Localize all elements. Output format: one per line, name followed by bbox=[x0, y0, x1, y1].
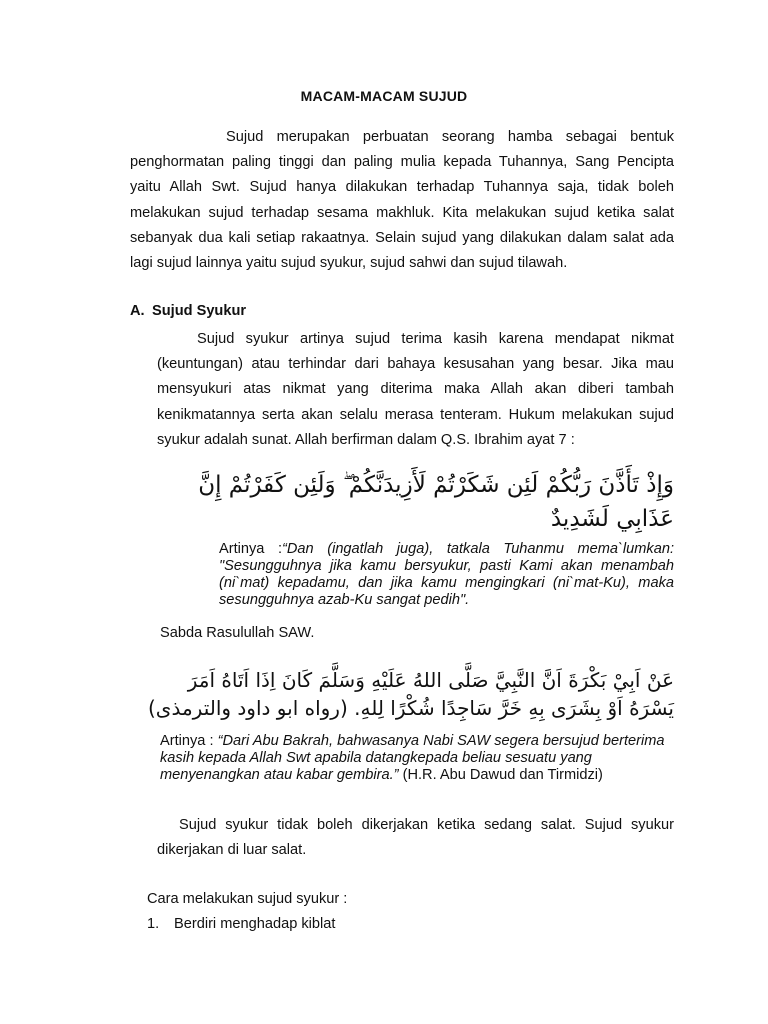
section-paragraph-2 bbox=[157, 813, 674, 863]
intro-text: Sujud merupakan perbuatan seorang hamba sebagai bentuk penghormatan paling tinggi dan paling mulia kepada Tuhannya, Sang Pencipta yaitu Allah Swt. Sujud hanya dilakukan terhadap Tuhannya saja, tidak boleh melakukan sujud terhadap sesama makhluk. Kita melakukan sujud ketika salat sebanyak dua kali setiap rakaatnya. Selain sujud yang dilakukan dalam salat ada lagi sujud lainnya yaitu sujud syukur, sujud sahwi dan sujud tilawah. bbox=[130, 129, 674, 272]
hadith-arabic: عَنْ اَبِيْ بَكْرَةَ اَنَّ النَّبِيَّ صَلَّى اللهُ عَلَيْهِ وَسَلَّمَ كَانَ اِذَا اَتَاهُ اَمَرَ يَسْرَهُ اَوْ بِشَرَى بِهِ خَرَّ سَاجِدًا شُكْرًا لِلهِ. (رواه ابو داود والترمذى) bbox=[148, 668, 674, 720]
verse-translation-text: “Dan (ingatlah juga), tatkala Tuhanmu mema`lumkan: "Sesungguhnya jika kamu bersyukur, pasti Kami akan menambah (ni`mat) kepadamu, dan jika kamu mengingkari (ni`mat-Ku), maka sesungguhnya azab-Ku sangat pedih". bbox=[219, 541, 674, 608]
quran-verse-arabic: وَإِذْ تَأَذَّنَ رَبُّكُمْ لَئِن شَكَرْتُمْ لَأَزِيدَنَّكُمْ ۖ وَلَئِن كَفَرْتُمْ إِنَّ عَذَابِي لَشَدِيدٌ bbox=[198, 472, 674, 532]
hadith-source: (H.R. Abu Dawud dan Tirmidzi) bbox=[402, 767, 603, 783]
list-item bbox=[147, 916, 335, 932]
hadith-translation-label: Artinya : bbox=[160, 733, 214, 749]
verse-translation-label: Artinya : bbox=[219, 541, 283, 557]
steps-title: Cara melakukan sujud syukur : bbox=[147, 891, 348, 907]
section-paragraph bbox=[157, 327, 674, 453]
sabda-line: Sabda Rasulullah SAW. bbox=[160, 625, 315, 641]
verse-translation bbox=[219, 541, 674, 609]
section-title: Sujud Syukur bbox=[152, 303, 247, 319]
intro-paragraph bbox=[130, 125, 674, 276]
section-heading bbox=[130, 303, 246, 319]
section-letter: A. bbox=[130, 303, 145, 319]
section-paragraph-text: Sujud syukur artinya sujud terima kasih karena mendapat nikmat (keuntungan) atau terhindar dari bahaya kesusahan yang besar. Jika mau mensyukuri atas nikmat yang diterima maka Allah akan diberi tambah kenikmatannya serta akan selalu merasa tenteram. Hukum melakukan sujud syukur adalah sunat. Allah berfirman dalam Q.S. Ibrahim ayat 7 : bbox=[157, 331, 674, 448]
list-item-text: Berdiri menghadap kiblat bbox=[174, 916, 336, 932]
hadith-translation bbox=[160, 733, 680, 784]
section-paragraph-2-text: Sujud syukur tidak boleh dikerjakan ketika sedang salat. Sujud syukur dikerjakan di luar salat. bbox=[157, 817, 674, 859]
list-item-number: 1. bbox=[147, 916, 160, 932]
page-title: MACAM-MACAM SUJUD bbox=[300, 88, 468, 104]
hadith-translation-text: “Dari Abu Bakrah, bahwasanya Nabi SAW segera bersujud berterima kasih kepada Allah Swt apabila datangkepada beliau sesuatu yang menyenangkan atau kabar gembira.” bbox=[160, 733, 665, 783]
